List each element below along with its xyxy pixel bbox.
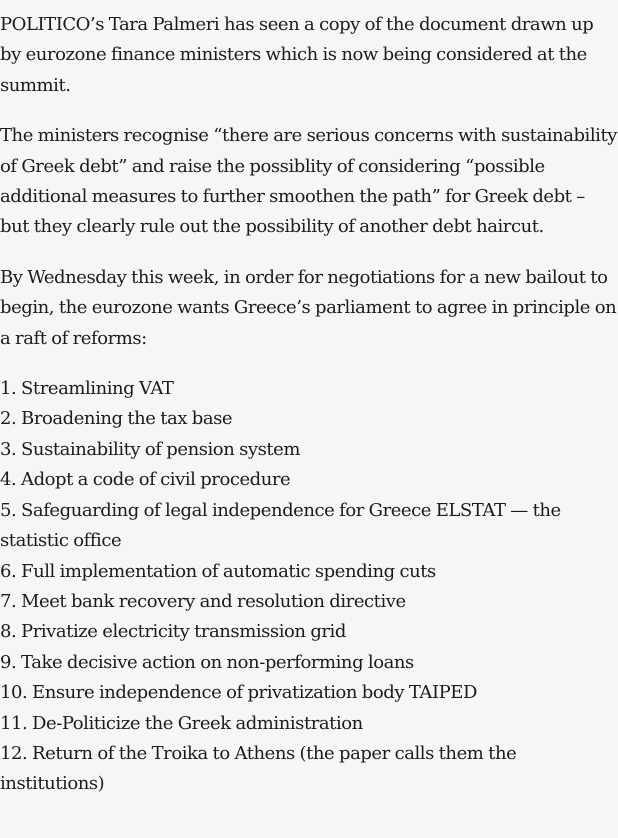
paragraph-intro: POLITICO’s Tara Palmeri has seen a copy of the document drawn up by eurozone finance ministers which is now being considered at the summit. [0,14,594,96]
list-item: 7. Meet bank recovery and resolution directive [0,590,406,612]
list-item: 12. Return of the Troika to Athens (the paper calls them the institutions) [0,742,517,795]
paragraph-reforms-intro: By Wednesday this week, in order for negotiations for a new bailout to begin, the eurozone wants Greece’s parliament to agree in principle on a raft of reforms: [0,266,617,349]
reform-list [0,374,618,800]
list-item: 6. Full implementation of automatic spending cuts [0,560,436,582]
list-item: 3. Sustainability of pension system [0,438,301,460]
list-item: 2. Broadening the tax base [0,408,233,430]
list-item: 1. Streamlining VAT [0,378,174,400]
paragraph-debt: The ministers recognise “there are serious concerns with sustainability of Greek debt” and raise the possiblity of considering “possible additional measures to further smoothen the path” for Greek debt – but they clearly rule out the possibility of another debt haircut. [0,125,617,238]
list-item: 11. De-Politicize the Greek administration [0,712,363,734]
list-item: 5. Safeguarding of legal independence for Greece ELSTAT — the statistic office [0,499,561,552]
list-item: 9. Take decisive action on non-performing loans [0,651,414,673]
list-item: 8. Privatize electricity transmission grid [0,621,346,643]
list-item: 4. Adopt a code of civil procedure [0,469,291,491]
list-item: 10. Ensure independence of privatization body TAIPED [0,682,477,704]
